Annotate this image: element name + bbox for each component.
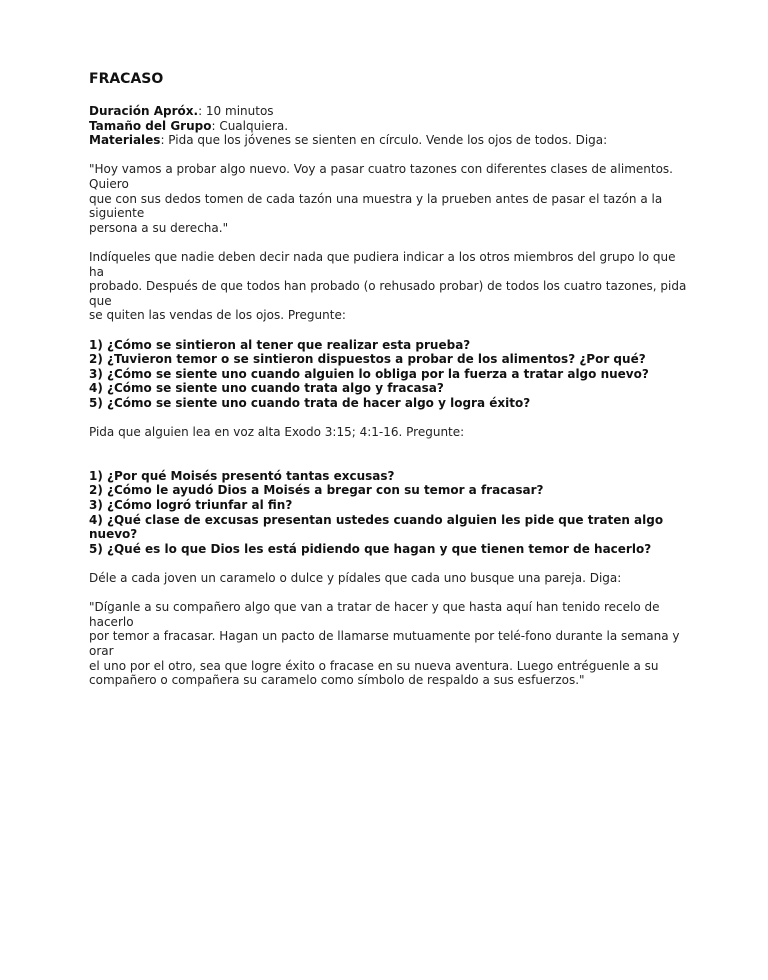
question-item: 1) ¿Cómo se sintieron al tener que realizar esta prueba? <box>89 337 471 352</box>
paragraph-closing-quote <box>89 600 689 688</box>
question-item: 2) ¿Tuvieron temor o se sintieron dispuestos a probar de los alimentos? ¿Por qué? <box>89 352 646 367</box>
question-item: 2) ¿Cómo le ayudó Dios a Moisés a bregar con su temor a fracasar? <box>89 483 544 498</box>
group-size-line <box>89 119 689 134</box>
group-size-label: Tamaño del Grupo <box>89 118 212 133</box>
page-title: FRACASO <box>89 71 164 87</box>
duration-line <box>89 104 689 119</box>
question-item: 5) ¿Cómo se siente uno cuando trata de hacer algo y logra éxito? <box>89 395 531 410</box>
paragraph-reading: Pida que alguien lea en voz alta Exodo 3:15; 4:1-16. Pregunte: <box>89 425 465 440</box>
text-line: se quiten las vendas de los ojos. Pregunte: <box>89 308 346 323</box>
text-line: por temor a fracasar. Hagan un pacto de llamarse mutuamente por telé-fono durante la semana y orar <box>89 629 680 658</box>
question-item: 1) ¿Por qué Moisés presentó tantas excusas? <box>89 468 395 483</box>
text-line: compañero o compañera su caramelo como símbolo de respaldo a sus esfuerzos." <box>89 673 585 688</box>
duration-value: : 10 minutos <box>198 104 274 118</box>
text-line: probado. Después de que todos han probado (o rehusado probar) de todos los cuatro tazones, pida que <box>89 279 687 308</box>
question-list-2 <box>89 469 689 557</box>
paragraph-instructions <box>89 250 689 323</box>
materials-value: : Pida que los jóvenes se sienten en círculo. Vende los ojos de todos. Diga: <box>160 133 608 148</box>
question-item: 3) ¿Cómo logró triunfar al fin? <box>89 498 293 513</box>
materials-label: Materiales <box>89 133 161 148</box>
question-item: 5) ¿Qué es lo que Dios les está pidiendo que hagan y que tienen temor de hacerlo? <box>89 541 652 556</box>
question-item: 3) ¿Cómo se siente uno cuando alguien lo obliga por la fuerza a tratar algo nuevo? <box>89 366 649 381</box>
text-line: "Hoy vamos a probar algo nuevo. Voy a pasar cuatro tazones con diferentes clases de alimentos. Quiero <box>89 162 673 191</box>
text-line: el uno por el otro, sea que logre éxito o fracase en su nueva aventura. Luego entréguenle a su <box>89 658 659 673</box>
duration-label: Duración Apróx. <box>89 104 199 118</box>
document-page <box>89 70 689 688</box>
question-item: 4) ¿Qué clase de excusas presentan ustedes cuando alguien les pide que traten algo nuevo? <box>89 512 664 542</box>
paragraph-instructions-quote <box>89 162 689 235</box>
materials-line <box>89 133 689 148</box>
paragraph-candy: Déle a cada joven un caramelo o dulce y pídales que cada uno busque una pareja. Diga: <box>89 571 622 585</box>
text-line: que con sus dedos tomen de cada tazón una muestra y la prueben antes de pasar el tazón a la siguiente <box>89 191 663 221</box>
text-line: persona a su derecha." <box>89 220 229 235</box>
text-line: "Díganle a su compañero algo que van a tratar de hacer y que hasta aquí han tenido recelo de hacerlo <box>89 600 660 629</box>
group-size-value: : Cualquiera. <box>211 118 289 133</box>
text-line: Indíqueles que nadie deben decir nada que pudiera indicar a los otros miembros del grupo lo que ha <box>89 249 676 279</box>
question-item: 4) ¿Cómo se siente uno cuando trata algo y fracasa? <box>89 381 444 396</box>
question-list-1 <box>89 338 689 411</box>
